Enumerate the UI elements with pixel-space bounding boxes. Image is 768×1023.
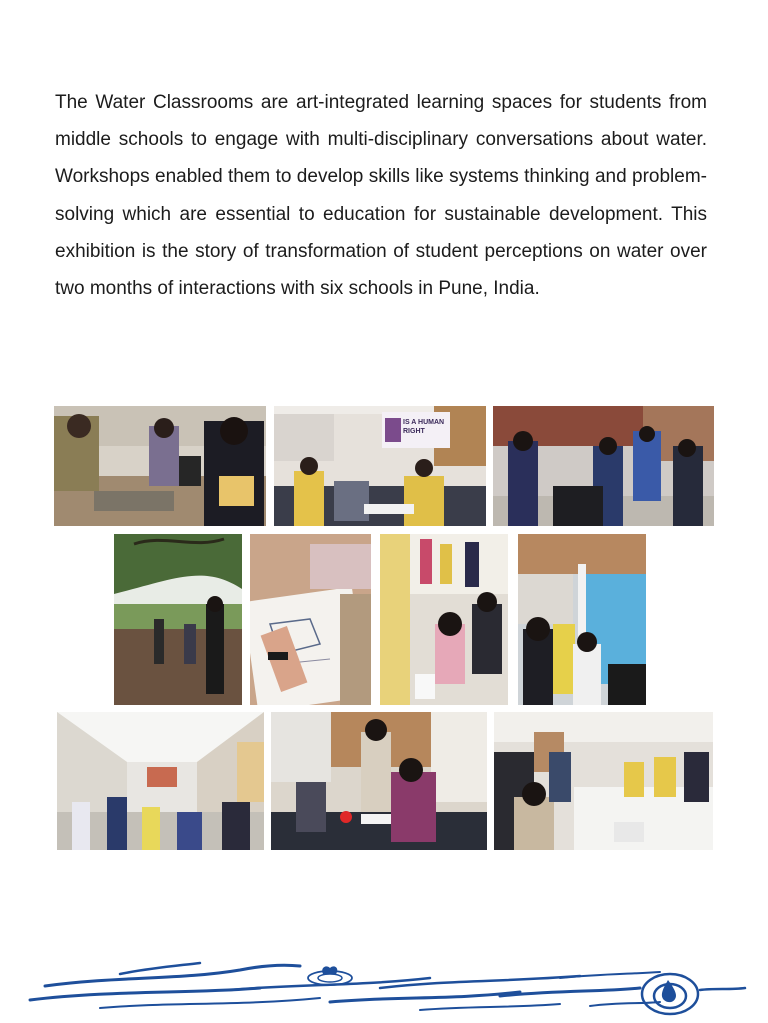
wave-decoration (0, 950, 768, 1023)
photo-students-at-board (518, 534, 646, 705)
photo-school-corridor (57, 712, 264, 850)
screen-slide-text: IS A HUMAN RIGHT (403, 419, 445, 435)
screen-thumbnail (385, 418, 401, 442)
photo-experiment-table (271, 712, 487, 850)
presentation-screen (382, 412, 450, 448)
photo-corridor-group-activity (380, 534, 508, 705)
photo-outdoor-field-visit (114, 534, 242, 705)
photo-classroom-presentation (274, 406, 486, 526)
photo-students-model-table (54, 406, 266, 526)
intro-paragraph: The Water Classrooms are art-integrated learning spaces for students from middle schools to engage with multi-disciplinary conversations about water. Workshops enabled them to develop skills like systems thinking and problem-solving which are essential to education for sustainable development. This exhibition is the story of transformation of student perceptions on water over two months of interactions with six schools in Pune, India. (55, 92, 707, 300)
photo-students-standing-room (493, 406, 714, 526)
photo-lab-session (494, 712, 713, 850)
photo-drawing-worksheet (250, 534, 371, 705)
